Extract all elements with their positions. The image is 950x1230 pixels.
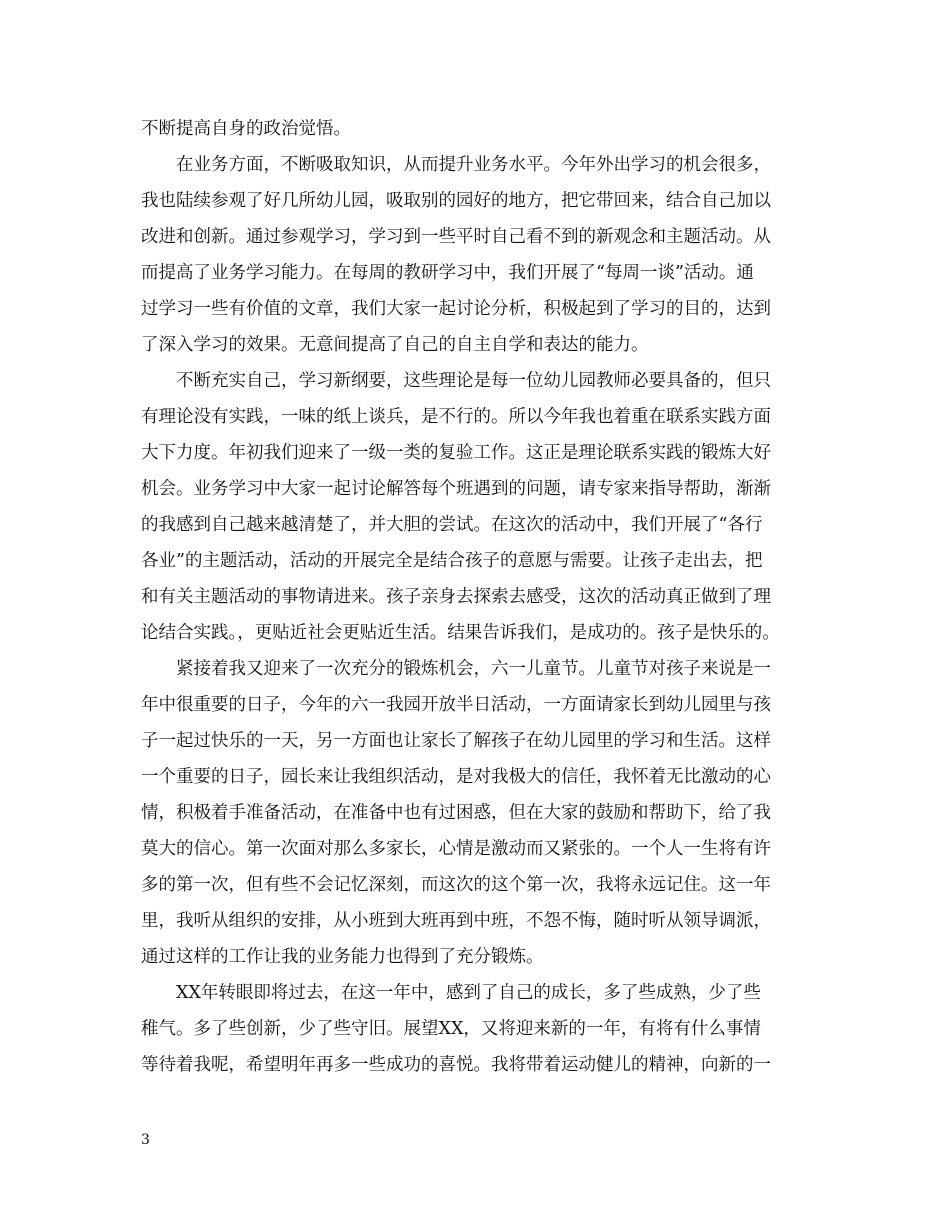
text-line: 稚气。多了些创新，少了些守旧。展望XX，又将迎来新的一年，有将有什么事情 [141,1019,761,1039]
text-line: 过学习一些有价值的文章，我们大家一起讨论分析，积极起到了学习的目的，达到 [141,299,771,319]
text-line: 年中很重要的日子，今年的六一我园开放半日活动，一方面请家长到幼儿园里与孩 [141,695,771,715]
paragraph-first-line: 紧接着我又迎来了一次充分的锻炼机会，六一儿童节。儿童节对孩子来说是一 [176,659,771,679]
text-line: 和有关主题活动的事物请进来。孩子亲身去探索去感受，这次的活动真正做到了理 [141,587,771,607]
text-line: 机会。业务学习中大家一起讨论解答每个班遇到的问题，请专家来指导帮助，渐渐 [141,479,771,499]
text-line: 改进和创新。通过参观学习，学习到一些平时自己看不到的新观念和主题活动。从 [141,227,771,247]
text-line: 里，我听从组织的安排，从小班到大班再到中班，不怨不悔，随时听从领导调派， [141,911,771,931]
text-line: 各业”的主题活动，活动的开展完全是结合孩子的意愿与需要。让孩子走出去，把 [141,551,763,571]
text-line: 子一起过快乐的一天，另一方面也让家长了解孩子在幼儿园里的学习和生活。这样 [141,731,771,751]
page-number: 3 [141,1132,150,1148]
text-line: 有理论没有实践，一味的纸上谈兵，是不行的。所以今年我也着重在联系实践方面 [141,407,771,427]
text-line: 情，积极着手准备活动，在准备中也有过困惑，但在大家的鼓励和帮助下，给了我 [141,803,771,823]
text-line: 等待着我呢，希望明年再多一些成功的喜悦。我将带着运动健儿的精神，向新的一 [141,1055,771,1075]
text-line: 通过这样的工作让我的业务能力也得到了充分锻炼。 [141,947,544,967]
paragraph-first-line: 在业务方面，不断吸取知识，从而提升业务水平。今年外出学习的机会很多， [176,155,771,175]
text-line: 不断提高自身的政治觉悟。 [141,119,351,139]
text-line: 我也陆续参观了好几所幼儿园，吸取别的园好的地方，把它带回来，结合自己加以 [141,191,771,211]
paragraph-first-line: XX年转眼即将过去，在这一年中，感到了自己的成长，多了些成熟，少了些 [176,983,761,1003]
text-line: 莫大的信心。第一次面对那么多家长，心情是激动而又紧张的。一个人一生将有许 [141,839,771,859]
text-line: 大下力度。年初我们迎来了一级一类的复验工作。这正是理论联系实践的锻炼大好 [141,443,771,463]
paragraph-first-line: 不断充实自己，学习新纲要，这些理论是每一位幼儿园教师必要具备的，但只 [176,371,771,391]
text-line: 了深入学习的效果。无意间提高了自己的自主自学和表达的能力。 [141,335,649,355]
text-line: 的我感到自己越来越清楚了，并大胆的尝试。在这次的活动中，我们开展了“各行 [141,515,763,535]
text-line: 而提高了业务学习能力。在每周的教研学习中，我们开展了“每周一谈”活动。通 [141,263,754,283]
text-line: 论结合实践。，更贴近社会更贴近生活。结果告诉我们，是成功的。孩子是快乐的。 [141,623,780,643]
text-line: 一个重要的日子，园长来让我组织活动，是对我极大的信任，我怀着无比激动的心 [141,767,771,787]
text-line: 多的第一次，但有些不会记忆深刻，而这次的这个第一次，我将永远记住。这一年 [141,875,771,895]
